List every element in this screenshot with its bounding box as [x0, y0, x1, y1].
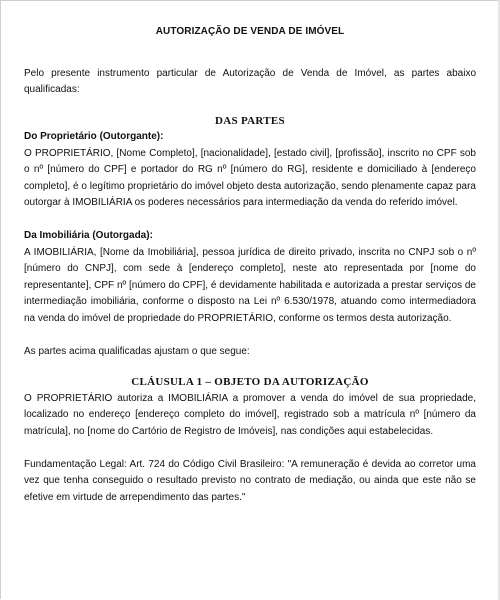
spacer [24, 327, 476, 344]
spacer [24, 212, 476, 229]
agreement-paragraph: As partes acima qualificadas ajustam o que segue: [24, 345, 250, 357]
document-body [24, 24, 476, 506]
owner-heading: Do Proprietário (Outorgante): [24, 131, 164, 142]
intro-paragraph: Pelo presente instrumento particular de Autorização de Venda de Imóvel, as partes abaixo qualificadas: [24, 67, 476, 95]
agency-paragraph: A IMOBILIÁRIA, [Nome da Imobiliária], pessoa jurídica de direito privado, inscrita no CNPJ sob o nº [número do CNPJ], com sede à [endereço completo], neste ato representada por [nome do representante], CPF nº [número do CPF], é devidamente habilitada e autorizada a prestar serviços de intermediação imobiliária, conforme o disposto na Lei nº 6.530/1978, atuando como intermediadora na venda do imóvel de propriedade do PROPRIETÁRIO, conforme os termos desta autorização. [24, 246, 476, 324]
parties-heading: DAS PARTES [215, 114, 285, 127]
clause1-heading: CLÁUSULA 1 – OBJETO DA AUTORIZAÇÃO [131, 376, 369, 388]
clause1-paragraph: O PROPRIETÁRIO autoriza a IMOBILIÁRIA a promover a venda do imóvel de sua propriedade, localizado no endereço [endereço completo do imóvel], registrado sob a matrícula nº [número da matrícula], no [nome do Cartório de Registro de Imóveis], nas condições aqui estabelecidas. [24, 392, 476, 437]
document-title: AUTORIZAÇÃO DE VENDA DE IMÓVEL [155, 26, 345, 37]
spacer [24, 360, 476, 374]
spacer [24, 99, 476, 113]
spacer [24, 440, 476, 457]
agency-heading: Da Imobiliária (Outorgada): [24, 230, 153, 241]
owner-paragraph: O PROPRIETÁRIO, [Nome Completo], [nacionalidade], [estado civil], [profissão], inscrito no CPF sob o nº [número do CPF] e portador do RG nº [número do RG], residente e domiciliado à [endereço completo], é o legítimo proprietário do imóvel objeto desta autorização, sendo plenamente capaz para outorgar à IMOBILIÁRIA os poderes necessários para intermediação da venda do referido imóvel. [24, 147, 476, 208]
legal-basis-paragraph: Fundamentação Legal: Art. 724 do Código Civil Brasileiro: "A remuneração é devida ao corretor uma vez que tenha conseguido o resultado previsto no contrato de mediação, ou ainda que este não se efetive em virtude de arrependimento das partes." [24, 458, 476, 503]
